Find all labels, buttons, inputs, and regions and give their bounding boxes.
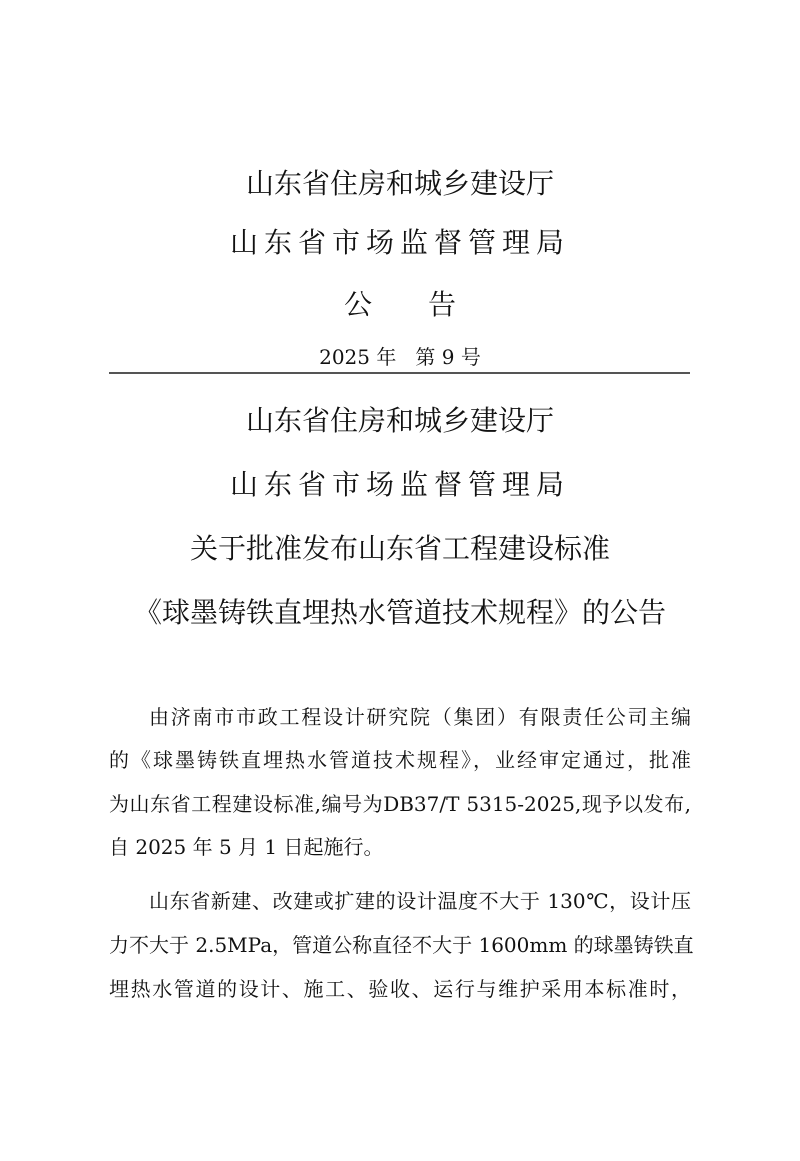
issuer-line-2: 山东省市场监督管理局 <box>229 226 570 259</box>
doc-type-heading <box>0 287 800 323</box>
paragraph-2-line-1: 山东省新建、改建或扩建的设计温度不大于 130℃，设计压 <box>149 889 691 913</box>
title-line-4: 《球墨铸铁直埋热水管道技术规程》的公告 <box>133 596 666 629</box>
paragraph-1-line-3: 为山东省工程建设标准,编号为DB37/T 5315-2025,现予以发布, <box>109 792 691 816</box>
paragraph-1-line-4: 自 2025 年 5 月 1 日起施行。 <box>109 835 384 859</box>
doc-number: 2025 年 第 9 号 <box>319 345 481 369</box>
paragraph-2-line-3: 埋热水管道的设计、施工、验收、运行与维护采用本标准时， <box>109 977 691 1001</box>
issuer-line-1: 山东省住房和城乡建设厅 <box>245 167 554 200</box>
header-divider <box>109 372 690 374</box>
paragraph-1-line-2: 的《球墨铸铁直埋热水管道技术规程》，业经审定通过，批准 <box>109 748 691 772</box>
title-line-3: 关于批准发布山东省工程建设标准 <box>189 532 610 565</box>
title-line-1: 山东省住房和城乡建设厅 <box>245 404 554 437</box>
doc-type-char-1: 公 <box>343 288 372 321</box>
paragraph-1-line-1: 由济南市市政工程设计研究院（集团）有限责任公司主编 <box>149 705 691 729</box>
title-line-2: 山东省市场监督管理局 <box>229 468 570 501</box>
doc-type-char-2: 告 <box>428 288 457 321</box>
paragraph-2-line-2: 力不大于 2.5MPa，管道公称直径不大于 1600mm 的球墨铸铁直 <box>109 933 694 957</box>
